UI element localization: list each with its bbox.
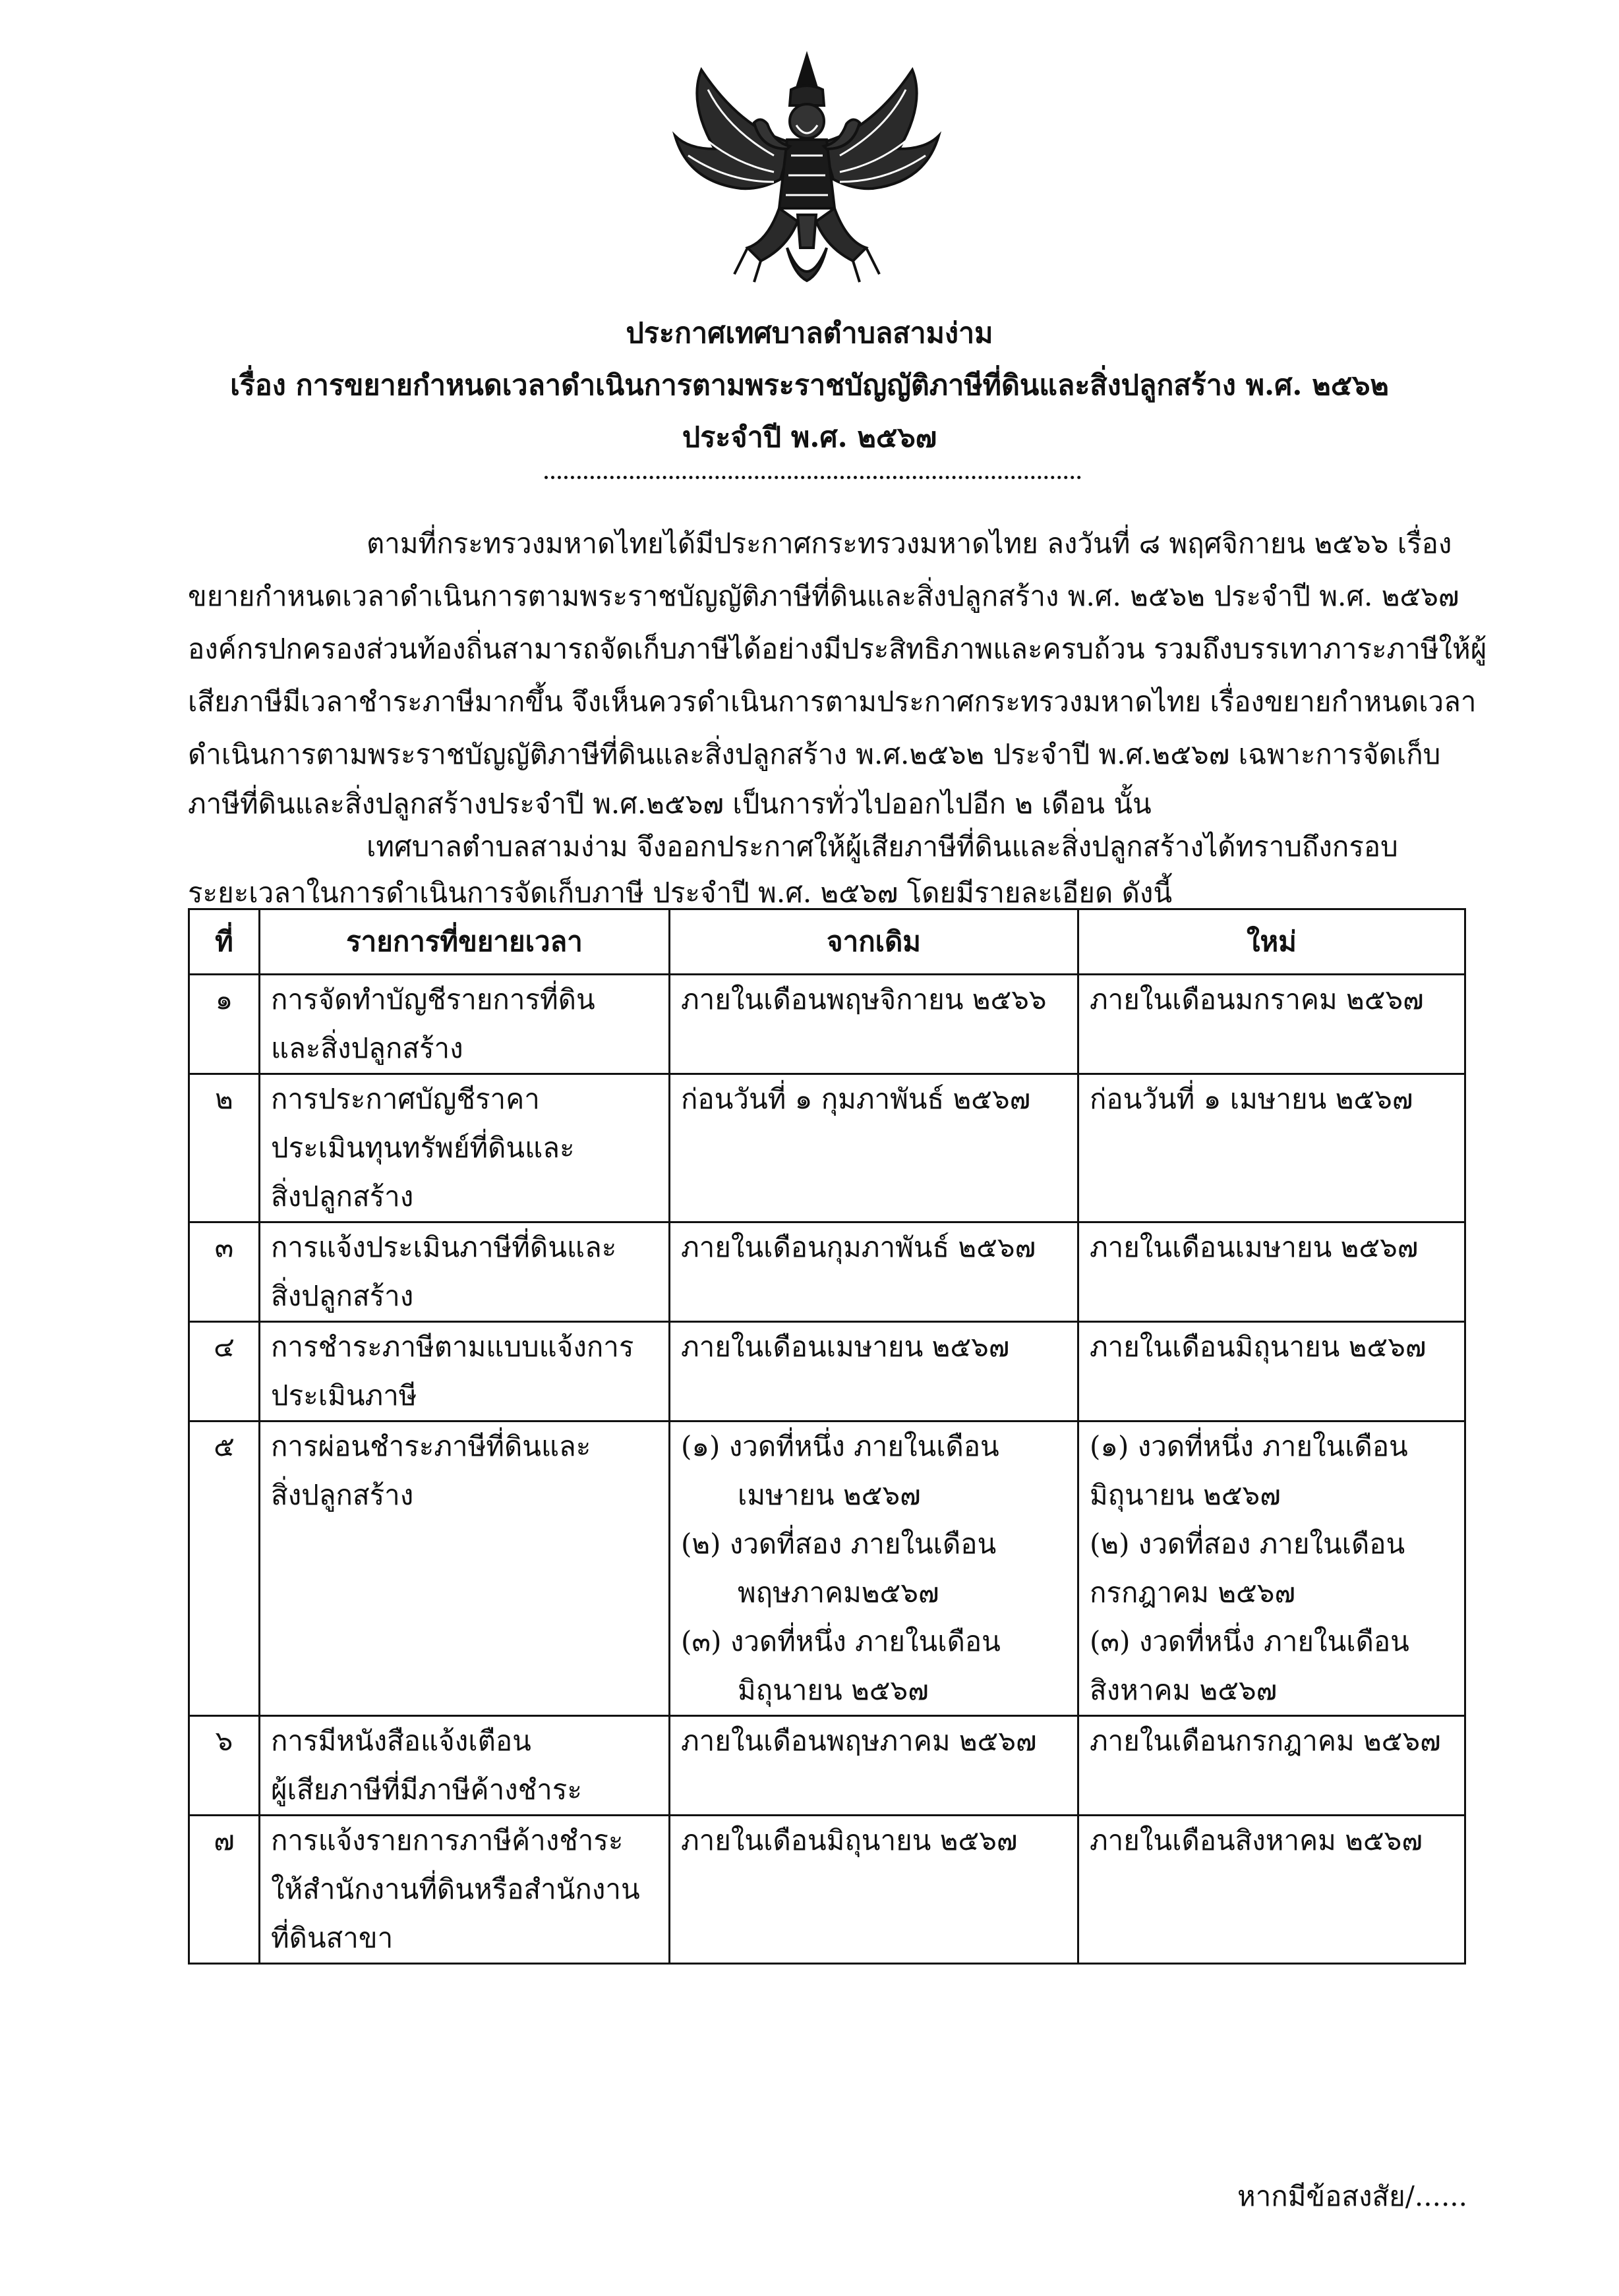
table-row — [189, 1322, 1465, 1421]
item-line: การมีหนังสือแจ้งเตือน — [271, 1725, 531, 1757]
row-new-deadline — [1078, 1322, 1465, 1421]
item-line: สิ่งปลูกสร้าง — [271, 1180, 414, 1213]
deadline-line: (๑) งวดที่หนึ่ง ภายในเดือน — [681, 1430, 999, 1462]
row-original-deadline — [670, 1816, 1078, 1964]
item-line: การแจ้งรายการภาษีค้างชำระ — [271, 1824, 624, 1856]
item-line: การชำระภาษีตามแบบแจ้งการ — [271, 1331, 634, 1363]
paragraph-2-line-2: ระยะเวลาในการดำเนินการจัดเก็บภาษี ประจำปี พ.ศ. ๒๕๖๗ โดยมีรายละเอียด ดังนี้ — [188, 876, 1173, 909]
deadline-line: ก่อนวันที่ ๑ กุมภาพันธ์ ๒๕๖๗ — [681, 1083, 1031, 1115]
row-original-deadline — [670, 1421, 1078, 1716]
item-line: และสิ่งปลูกสร้าง — [271, 1032, 463, 1064]
paragraph-1-line-2: ขยายกำหนดเวลาดำเนินการตามพระราชบัญญัติภาษีที่ดินและสิ่งปลูกสร้าง พ.ศ. ๒๕๖๒ ประจำปี พ.ศ. ๒๕๖๗ — [188, 580, 1459, 612]
paragraph-1-line-5: ดำเนินการตามพระราชบัญญัติภาษีที่ดินและสิ่งปลูกสร้าง พ.ศ.๒๕๖๒ ประจำปี พ.ศ.๒๕๖๗ เฉพาะการจัดเก็บ — [188, 738, 1441, 770]
row-original-deadline — [670, 975, 1078, 1074]
continuation-note: หากมีข้อสงสัย/...... — [1237, 2180, 1467, 2212]
deadline-line: มิถุนายน ๒๕๖๗ — [1090, 1479, 1281, 1511]
deadline-line: ภายในเดือนมกราคม ๒๕๖๗ — [1090, 983, 1424, 1016]
table-row — [189, 1421, 1465, 1716]
garuda-emblem-icon — [662, 50, 952, 295]
row-original-deadline — [670, 1716, 1078, 1816]
table-row — [189, 1222, 1465, 1322]
deadline-line: ภายในเดือนกรกฎาคม ๒๕๖๗ — [1090, 1725, 1441, 1757]
item-line: ประเมินภาษี — [271, 1379, 417, 1412]
item-line: ให้สำนักงานที่ดินหรือสำนักงาน — [271, 1873, 640, 1905]
deadline-line: ภายในเดือนพฤษจิกายน ๒๕๖๖ — [681, 983, 1047, 1016]
title-line-1: ประกาศเทศบาลตำบลสามง่าม — [626, 317, 993, 350]
item-line: การแจ้งประเมินภาษีที่ดินและ — [271, 1231, 617, 1263]
item-line: สิ่งปลูกสร้าง — [271, 1280, 414, 1312]
row-new-deadline — [1078, 1222, 1465, 1322]
table-header-row — [189, 909, 1465, 975]
title-line-3: ประจำปี พ.ศ. ๒๕๖๗ — [682, 421, 937, 454]
deadline-line: (๒) งวดที่สอง ภายในเดือน — [681, 1528, 997, 1560]
row-number: ๑ — [189, 975, 260, 1074]
header-item: รายการที่ขยายเวลา — [260, 909, 670, 975]
paragraph-1-line-3: องค์กรปกครองส่วนท้องถิ่นสามารถจัดเก็บภาษีได้อย่างมีประสิทธิภาพและครบถ้วน รวมถึงบรรเทาภาระภาษีให้ผู้ — [188, 633, 1487, 665]
deadline-line: (๓) งวดที่หนึ่ง ภายในเดือน — [1090, 1625, 1409, 1657]
row-original-deadline — [670, 1322, 1078, 1421]
deadline-line: (๓) งวดที่หนึ่ง ภายในเดือน — [681, 1625, 1001, 1657]
row-number: ๓ — [189, 1222, 260, 1322]
paragraph-1-line-4: เสียภาษีมีเวลาชำระภาษีมากขึ้น จึงเห็นควรดำเนินการตามประกาศกระทรวงมหาดไทย เรื่องขยายกำหนดเวลา — [188, 685, 1477, 718]
paragraph-2-line-1: เทศบาลตำบลสามง่าม จึงออกประกาศให้ผู้เสียภาษีที่ดินและสิ่งปลูกสร้างได้ทราบถึงกรอบ — [367, 830, 1398, 863]
deadline-line: ก่อนวันที่ ๑ เมษายน ๒๕๖๗ — [1090, 1083, 1413, 1115]
title-separator — [545, 476, 1081, 479]
row-item — [260, 1074, 670, 1222]
deadline-line: กรกฎาคม ๒๕๖๗ — [1090, 1576, 1296, 1609]
row-item — [260, 1322, 670, 1421]
row-item — [260, 975, 670, 1074]
header-original: จากเดิม — [670, 909, 1078, 975]
title-line-2: เรื่อง การขยายกำหนดเวลาดำเนินการตามพระราชบัญญัติภาษีที่ดินและสิ่งปลูกสร้าง พ.ศ. ๒๕๖๒ — [230, 369, 1389, 402]
table-row — [189, 1074, 1465, 1222]
row-number: ๗ — [189, 1816, 260, 1964]
deadline-line: มิถุนายน ๒๕๖๗ — [738, 1674, 929, 1706]
row-number: ๒ — [189, 1074, 260, 1222]
row-item — [260, 1716, 670, 1816]
row-new-deadline — [1078, 975, 1465, 1074]
row-item — [260, 1222, 670, 1322]
deadline-line: ภายในเดือนพฤษภาคม ๒๕๖๗ — [681, 1725, 1037, 1757]
schedule-table — [188, 908, 1466, 1965]
deadline-line: ภายในเดือนมิถุนายน ๒๕๖๗ — [1090, 1331, 1427, 1363]
item-line: ผู้เสียภาษีที่มีภาษีค้างชำระ — [271, 1773, 582, 1806]
deadline-line: (๑) งวดที่หนึ่ง ภายในเดือน — [1090, 1430, 1408, 1462]
table-row — [189, 975, 1465, 1074]
item-line: การประกาศบัญชีราคา — [271, 1083, 540, 1115]
deadline-line: เมษายน ๒๕๖๗ — [738, 1479, 921, 1511]
deadline-line: ภายในเดือนมิถุนายน ๒๕๖๗ — [681, 1824, 1018, 1856]
row-new-deadline — [1078, 1074, 1465, 1222]
row-number: ๔ — [189, 1322, 260, 1421]
deadline-line: พฤษภาคม๒๕๖๗ — [738, 1576, 939, 1609]
item-line: ประเมินทุนทรัพย์ที่ดินและ — [271, 1132, 575, 1164]
deadline-line: (๒) งวดที่สอง ภายในเดือน — [1090, 1528, 1405, 1560]
deadline-line: ภายในเดือนเมษายน ๒๕๖๗ — [681, 1331, 1010, 1363]
row-new-deadline — [1078, 1421, 1465, 1716]
item-line: ที่ดินสาขา — [271, 1922, 394, 1954]
item-line: สิ่งปลูกสร้าง — [271, 1479, 414, 1511]
paragraph-1-line-6: ภาษีที่ดินและสิ่งปลูกสร้างประจำปี พ.ศ.๒๕๖๗ เป็นการทั่วไปออกไปอีก ๒ เดือน นั้น — [188, 788, 1152, 820]
row-new-deadline — [1078, 1716, 1465, 1816]
deadline-line: ภายในเดือนสิงหาคม ๒๕๖๗ — [1090, 1824, 1423, 1856]
table-row — [189, 1816, 1465, 1964]
row-item — [260, 1816, 670, 1964]
row-item — [260, 1421, 670, 1716]
deadline-line: ภายในเดือนกุมภาพันธ์ ๒๕๖๗ — [681, 1231, 1036, 1263]
header-number: ที่ — [189, 909, 260, 975]
deadline-line: ภายในเดือนเมษายน ๒๕๖๗ — [1090, 1231, 1419, 1263]
item-line: การจัดทำบัญชีรายการที่ดิน — [271, 983, 595, 1016]
deadline-line: สิงหาคม ๒๕๖๗ — [1090, 1674, 1278, 1706]
row-original-deadline — [670, 1222, 1078, 1322]
header-new: ใหม่ — [1078, 909, 1465, 975]
table-row — [189, 1716, 1465, 1816]
table-body — [189, 975, 1465, 1964]
paragraph-1-line-1: ตามที่กระทรวงมหาดไทยได้มีประกาศกระทรวงมหาดไทย ลงวันที่ ๘ พฤศจิกายน ๒๕๖๖ เรื่อง — [367, 527, 1452, 560]
row-number: ๕ — [189, 1421, 260, 1716]
row-original-deadline — [670, 1074, 1078, 1222]
item-line: การผ่อนชำระภาษีที่ดินและ — [271, 1430, 591, 1462]
row-number: ๖ — [189, 1716, 260, 1816]
row-new-deadline — [1078, 1816, 1465, 1964]
